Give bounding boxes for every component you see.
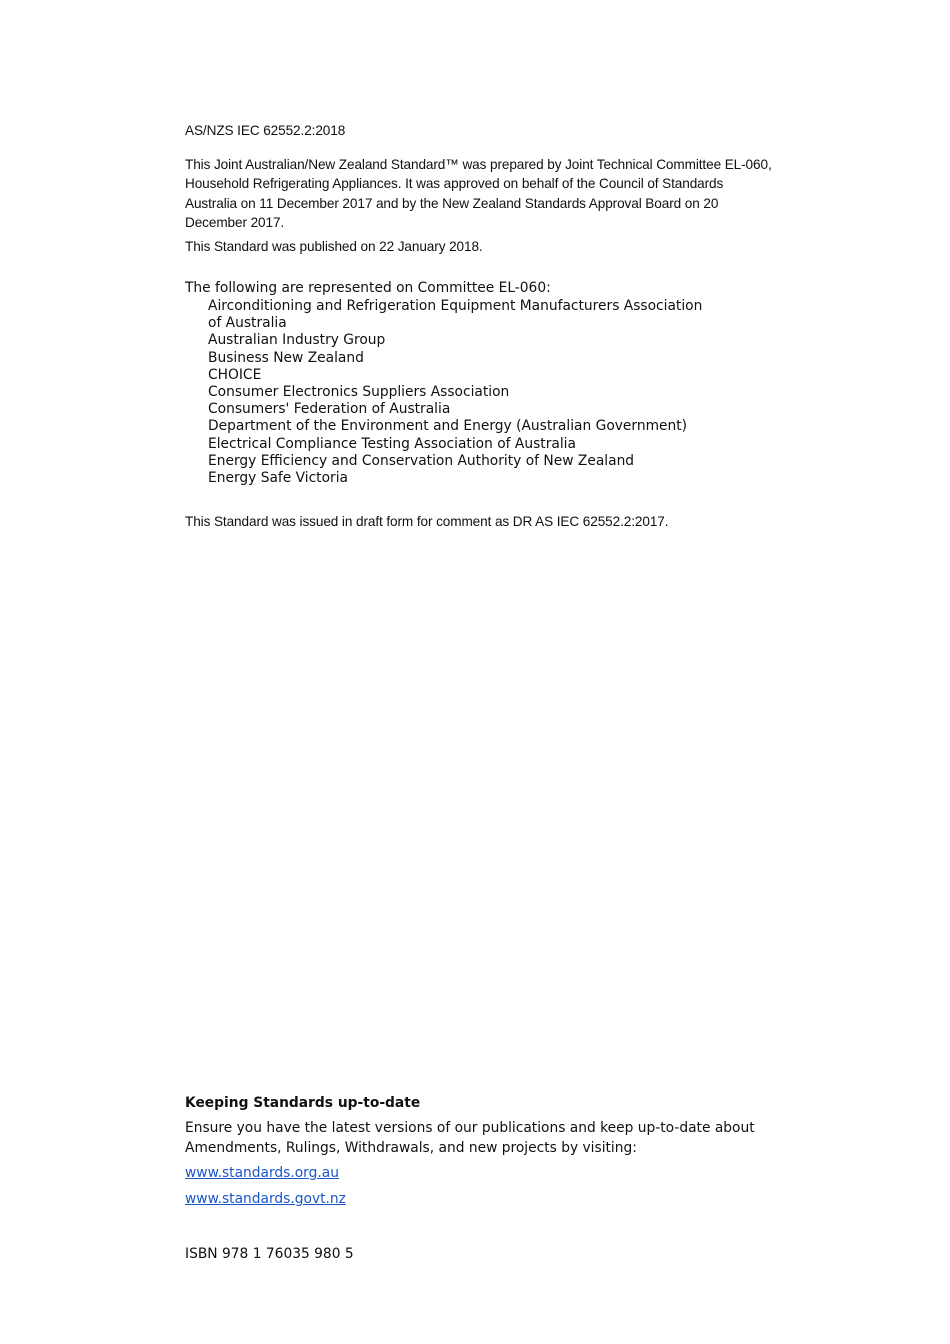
committee-member-list [185,298,702,487]
committee-member: CHOICE [208,366,262,383]
standards-new-zealand-link[interactable]: www.standards.govt.nz [185,1191,346,1207]
keeping-standards-body: Ensure you have the latest versions of our publications and keep up-to-date about Amendments, Rulings, Withdrawals, and new projects by visiting: [185,1120,755,1156]
committee-member: Consumer Electronics Suppliers Association [208,384,510,401]
approval-statement: This Joint Australian/New Zealand Standard™ was prepared by Joint Technical Committee EL-060, Household Refrigerating Appliances. It was approved on behalf of the Council of Standards Australia on 11 December 2017 and by the New Zealand Standards Approval Board on 20 December 2017. [185,157,772,231]
committee-section [185,278,702,487]
committee-member: Energy Safe Victoria [208,470,348,487]
committee-member: Business New Zealand [208,349,364,366]
keeping-standards-title: Keeping Standards up-to-date [185,1095,421,1111]
committee-member: Consumers' Federation of Australia [208,401,451,418]
committee-member: Airconditioning and Refrigeration Equipment Manufacturers Association of Australia [208,298,703,332]
keeping-standards-section [185,1094,785,1209]
committee-member: Energy Efficiency and Conservation Authority of New Zealand [208,452,635,469]
committee-member: Department of the Environment and Energy (Australian Government) [208,418,688,435]
committee-member: Electrical Compliance Testing Association of Australia [208,435,576,452]
standards-australia-link[interactable]: www.standards.org.au [185,1165,339,1181]
committee-member: Australian Industry Group [208,332,386,349]
document-code: AS/NZS IEC 62552.2:2018 [185,123,346,138]
publication-date-statement: This Standard was published on 22 January 2018. [185,239,483,254]
isbn-number: ISBN 978 1 76035 980 5 [185,1246,354,1262]
draft-note: This Standard was issued in draft form for comment as DR AS IEC 62552.2:2017. [185,514,669,529]
committee-heading: The following are represented on Committee EL-060: [185,280,551,296]
